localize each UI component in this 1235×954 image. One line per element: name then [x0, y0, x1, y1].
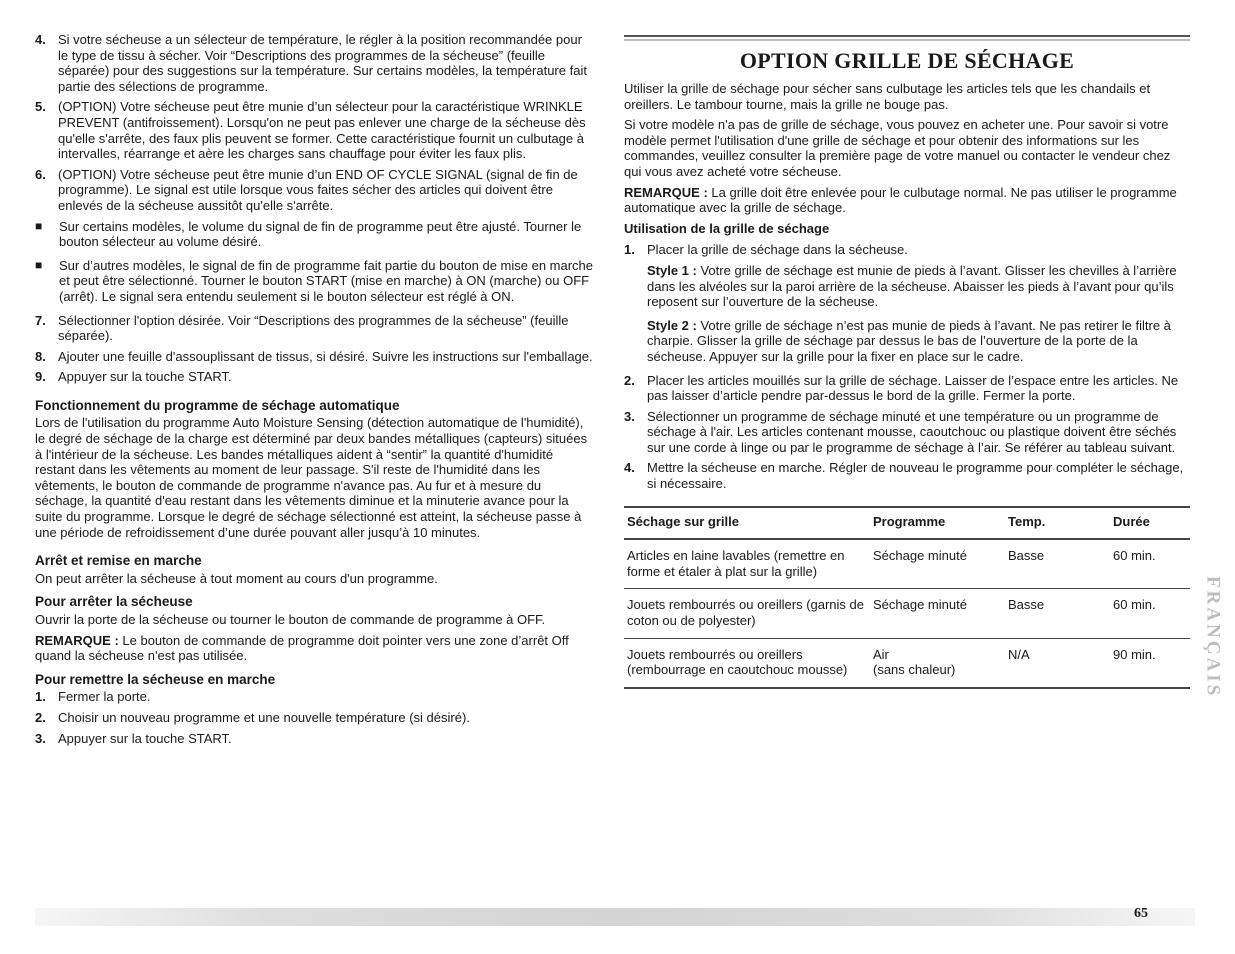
style-1 [647, 263, 1190, 310]
pause-note [35, 633, 595, 664]
left-column [35, 32, 595, 751]
restart-heading: Pour remettre la sécheuse en marche [35, 671, 276, 687]
table-header: Temp. [1005, 507, 1110, 540]
table-header-row [624, 507, 1190, 540]
step-number: 3. [624, 408, 635, 424]
bullet-item [35, 219, 595, 250]
step-number: 4. [624, 460, 635, 476]
list-item [624, 460, 1190, 491]
table-row [624, 638, 1190, 688]
stop-text: On peut arrêter la sécheuse à tout moment au cours d'un programme. [35, 570, 438, 586]
step-number: 2. [624, 372, 635, 388]
table-row [624, 539, 1190, 589]
rack-note [624, 185, 1190, 216]
note-label: REMARQUE : [35, 632, 119, 648]
step-number: 7. [35, 312, 46, 328]
step-text: Appuyer sur la touche START. [58, 369, 232, 385]
list-item [624, 409, 1190, 456]
bullet-text: Sur certains modèles, le volume du signal de fin de programme peut être ajusté. Tourner le bouton sélecteur au volume désiré. [59, 218, 582, 250]
rack-drying-table [624, 506, 1190, 689]
step-number: 5. [35, 99, 46, 115]
step-number: 2. [35, 709, 46, 725]
list-item [35, 731, 595, 747]
usage-heading: Utilisation de la grille de séchage [624, 220, 830, 236]
auto-heading: Fonctionnement du programme de séchage automatique [35, 397, 400, 413]
table-cell: Jouets rembourrés ou oreillers (garnis de coton ou de polyester) [624, 589, 870, 638]
square-bullet-icon: ■ [35, 257, 43, 272]
footer-bar [35, 908, 1195, 926]
bullet-list [35, 219, 595, 305]
bullet-item [35, 258, 595, 305]
list-item [35, 99, 595, 161]
rack-note-text: La grille doit être enlevée pour le culbutage normal. Ne pas utiliser le programme automatique avec la grille de séchage. [624, 184, 1177, 216]
list-item [35, 710, 595, 726]
pause-heading: Pour arrêter la sécheuse [35, 594, 193, 610]
table-cell: Articles en laine lavables (remettre en forme et étaler à plat sur la grille) [624, 539, 870, 589]
table-cell: 60 min. [1110, 589, 1190, 638]
step-number: 9. [35, 369, 46, 385]
table-header: Programme [870, 507, 1005, 540]
step-text: Sélectionner l'option désirée. Voir “Descriptions des programmes de la sécheuse” (feuille séparée). [58, 312, 569, 344]
step-number: 3. [35, 730, 46, 746]
table-cell: Air (sans chaleur) [870, 638, 1005, 688]
table-cell: Séchage minuté [870, 589, 1005, 638]
auto-text: Lors de l'utilisation du programme Auto Moisture Sensing (détection automatique de l'humidité), le degré de séchage de la charge est déterminé par deux bandes métalliques (capteurs) situées à l'intérieur de la sécheuse. Les bandes métalliques aident à “sentir” la quantité d'humidité restant dans les vêtements au moment de leur passage. S'il reste de l'humidité dans les vêtements, le bouton de commande de programme n'avance pas. Au fur et à mesure du séchage, la quantité d'eau restant dans les vêtements diminue et la minuterie avance pour la suite du programme. Lorsque le degré de séchage sélectionné est atteint, la sécheuse passe à une période de refroidissement d’une durée pouvant aller jusqu’à 10 minutes. [35, 415, 588, 540]
table-header: Durée [1110, 507, 1190, 540]
rack-step [624, 242, 1190, 258]
step-number: 1. [624, 242, 635, 258]
step-number: 6. [35, 166, 46, 182]
table-cell: Basse [1005, 589, 1110, 638]
intro-1: Utiliser la grille de séchage pour sécher sans culbutage les articles tels que les chandails et oreillers. Le tambour tourne, mais la grille ne bouge pas. [624, 81, 1151, 112]
step-text: Placer la grille de séchage dans la sécheuse. [647, 242, 908, 258]
step-text: Sélectionner un programme de séchage minuté et une température ou un programme de séchage à l'air. Les articles contenant mousse, caoutchouc ou plastique doivent être séchés sur une corde à linge ou par le programme de séchage à l’air. Se référer au tableau suivant. [647, 408, 1177, 455]
step-text: Si votre sécheuse a un sélecteur de température, le régler à la position recommandée pour le type de tissu à sécher. Voir “Descriptions des programmes de la sécheuse” (feuille séparée) pour des suggestions sur la température. Sur certains modèles, la température fait partie des sélections de programme. [58, 32, 587, 94]
restart-steps-list [35, 689, 595, 746]
rack-steps-list [624, 373, 1190, 492]
list-item [35, 167, 595, 214]
table-row [624, 589, 1190, 638]
list-item [35, 689, 595, 705]
intro-2: Si votre modèle n'a pas de grille de séchage, vous pouvez en acheter une. Pour savoir si votre modèle permet l'utilisation d'une grille de séchage et pour obtenir des informations sur les commandes, veuillez consulter la première page de votre manuel ou contacter le vendeur chez qui vous avez acheté votre sécheuse. [624, 117, 1171, 179]
table-cell: 60 min. [1110, 539, 1190, 589]
step-text: Placer les articles mouillés sur la grille de séchage. Laisser de l’espace entre les articles. Ne pas laisser d’article pendre par-dessus le bord de la grille. Fermer la porte. [647, 372, 1179, 404]
title-rule-secondary [624, 39, 1190, 41]
language-side-label: FRANÇAIS [1202, 576, 1224, 699]
step-text: Appuyer sur la touche START. [58, 730, 232, 746]
page-number: 65 [1134, 906, 1148, 921]
step-number: 1. [35, 689, 46, 705]
note-label: REMARQUE : [624, 184, 708, 200]
step-text: Choisir un nouveau programme et une nouvelle température (si désiré). [58, 709, 470, 725]
step-text: Ajouter une feuille d'assouplissant de tissus, si désiré. Suivre les instructions sur l'emballage. [58, 348, 593, 364]
step-number: 8. [35, 348, 46, 364]
square-bullet-icon: ■ [35, 218, 43, 233]
table-cell: Basse [1005, 539, 1110, 589]
list-item [35, 349, 595, 365]
stop-heading: Arrêt et remise en marche [35, 553, 202, 569]
list-item [624, 373, 1190, 404]
step-text: Fermer la porte. [58, 689, 151, 705]
steps-list-top [35, 32, 595, 214]
bullet-text: Sur d’autres modèles, le signal de fin de programme fait partie du bouton de mise en marche et peut être sélectionné. Tourner le bouton START (mise en marche) à ON (marche) ou OFF (arrêt). Le signal sera entendu seulement si le bouton sélecteur est réglé à ON. [59, 257, 594, 304]
step-text: Mettre la sécheuse en marche. Régler de nouveau le programme pour compléter le séchage, si nécessaire. [647, 460, 1184, 492]
list-item [35, 32, 595, 94]
style-1-text: Votre grille de séchage est munie de pieds à l’avant. Glisser les chevilles à l’arrière dans les alvéoles sur la paroi arrière de la sécheuse. Abaisser les pieds à l’avant pour qu’ils reposent sur l’ouverture de la sécheuse. [647, 262, 1177, 310]
pause-note-text: Le bouton de commande de programme doit pointer vers une zone d’arrêt Off quand la sécheuse n'est pas utilisée. [35, 632, 569, 664]
step-text: (OPTION) Votre sécheuse peut être munie d’un END OF CYCLE SIGNAL (signal de fin de programme). Le signal est utile lorsque vous faites sécher des articles qui doivent être enlevés de la sécheuse aussitôt qu'elle s'arrête. [58, 166, 578, 213]
right-column [624, 32, 1190, 689]
list-item [35, 313, 595, 344]
style-2-text: Votre grille de séchage n’est pas munie de pieds à l’avant. Ne pas retirer le filtre à charpie. Glisser la grille de séchage par dessus le bas de l’ouverture de la porte de la sécheuse. Appuyer sur la grille pour la fixer en place sur le cadre. [647, 317, 1171, 364]
section-title: OPTION GRILLE DE SÉCHAGE [739, 48, 1075, 73]
steps-list-middle [35, 313, 595, 385]
style-2 [647, 318, 1190, 365]
table-cell: Séchage minuté [870, 539, 1005, 589]
pause-text: Ouvrir la porte de la sécheuse ou tourner le bouton de commande de programme à OFF. [35, 612, 546, 627]
step-text: (OPTION) Votre sécheuse peut être munie d’un sélecteur pour la caractéristique WRINKLE PREVENT (antifroissement). Lorsqu'on ne peut pas enlever une charge de la sécheuse dès qu'elle s'arrête, des faux plis peuvent se former. Cette caractéristique fournit un culbutage à intervalles, réarrange et aère les charges sans chauffage pour éviter les faux plis. [58, 99, 586, 162]
list-item [35, 369, 595, 385]
style-1-label: Style 1 : [647, 262, 697, 278]
table-body [624, 539, 1190, 688]
table-cell: 90 min. [1110, 638, 1190, 688]
title-rule [624, 35, 1190, 37]
table-cell: Jouets rembourrés ou oreillers (rembourrage en caoutchouc mousse) [624, 638, 870, 688]
table-header: Séchage sur grille [624, 507, 870, 540]
table-cell: N/A [1005, 638, 1110, 688]
step-number: 4. [35, 32, 46, 47]
style-2-label: Style 2 : [647, 317, 697, 333]
